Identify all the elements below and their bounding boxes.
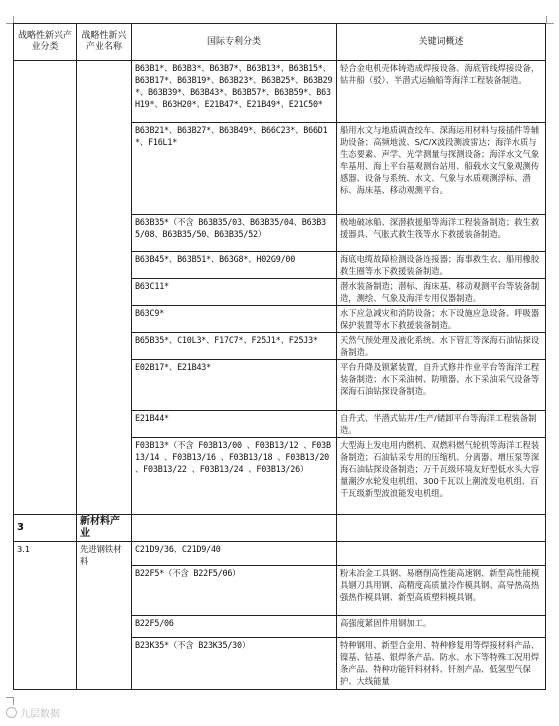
ipc-mapping-table	[13, 23, 546, 690]
ipc-cell: B63B21*、B63B27*、B63B49*、B66C23*、B66D1*、F16L1*	[132, 123, 337, 215]
header-keywords: 关键词概述	[337, 24, 546, 61]
category-cell-blank	[14, 61, 77, 515]
header-industry-name: 战略性新兴产业名称	[77, 24, 132, 61]
table-row	[14, 542, 546, 566]
keyword-cell: 高强度紧固件用钢加工。	[337, 616, 546, 638]
section-kw-blank	[337, 515, 546, 542]
keyword-cell: 平台升降及锁紧装置，自升式修井作业平台等海洋工程装备制造；水下采油树、防喷器、水下采油采气设备等深海石油钻探设备制造。	[337, 360, 546, 411]
section-number: 3	[14, 515, 77, 542]
ipc-cell: E21B44*	[132, 411, 337, 438]
ipc-cell: F03B13*（不含 F03B13/00 、F03B13/12 、F03B13/14 、F03B13/16 、F03B13/18 、F03B13/20 、F03B13/22 、F03B13/24 、F03B13/26）	[132, 438, 337, 515]
ipc-cell: E02B17*、E21B43*	[132, 360, 337, 411]
keyword-cell: 粉末冶金工具钢、易磨削高性能高速钢、新型高性能模具钢刀具用钢、高精度高质量冷作模具钢、高导热高热强热作模具钢、新型高质塑料模具钢。	[337, 566, 546, 616]
ipc-cell: B65B35*、C10L3*、F17C7*、F25J1*、F25J3*	[132, 333, 337, 360]
keyword-cell: 海底电缆故障检测设备连接器；海事救生衣、船用橡胶救生圈等水下救援装备制造。	[337, 252, 546, 279]
watermark	[6, 705, 60, 720]
keyword-cell: 潜水装备制造；潜标、海床基、移动观测平台等装备制造，测绘、气象及海洋专用仪器制造。	[337, 279, 546, 306]
ipc-cell: B63C9*	[132, 306, 337, 333]
crop-mark-bottom-left	[6, 697, 14, 705]
watermark-logo-icon	[6, 707, 17, 718]
table-header-row	[14, 24, 546, 61]
ipc-cell: B23K35*（不含 B23K35/30）	[132, 638, 337, 690]
section-ipc-blank	[132, 515, 337, 542]
ipc-cell: B22F5*（不含 B22F5/06）	[132, 566, 337, 616]
keyword-cell: 大型海上发电用内燃机、双燃料燃气轮机等海洋工程装备制造；石油钻采专用的压缩机、分离器、增压泵等深海石油钻探设备制造；万千瓦级环境友好型低水头大容量潮汐水轮发电机组、300千瓦以上潮流发电机组、百千瓦级新型波浪能发电机组。	[337, 438, 546, 515]
industry-cell-blank	[77, 61, 132, 515]
ipc-cell: B63B1*、B63B3*、B63B7*、B63B13*、B63B15*、B63B17*、B63B19*、B63B23*、B63B25*、B63B29*、B63B39*、B63B43*、B63B57*、B63B59*、B63H19*、B63H20*、E21B47*、E21B49*、E21C50*	[132, 61, 337, 123]
keyword-cell: 特种钢用、新型合金用、特种修复用等焊接材料产品、镍基、钴基、银焊条产品、防水、水下等特殊工况用焊条产品、特种功能钎料材料、钎剂产品、低氢型气保护、大线能量	[337, 638, 546, 690]
crop-mark-top-right	[546, 16, 554, 24]
keyword-cell: 天然气预处理及液化系统、水下管汇等深海石油钻探设备制造。	[337, 333, 546, 360]
section-row	[14, 515, 546, 542]
keyword-cell: 自升式、半潜式钻井/生产/储卸平台等海洋工程装备制造。	[337, 411, 546, 438]
ipc-cell: B63C11*	[132, 279, 337, 306]
section-name: 新材料产业	[77, 515, 132, 542]
keyword-cell: 轻合金电机壳体铸造成焊接设备、海底管线焊接设备，钻井船（驳）、半潜式运输船等海洋工程装备制造。	[337, 61, 546, 123]
subsection-number: 3.1	[14, 542, 77, 690]
watermark-text: 九层数据	[20, 709, 60, 720]
table-row	[14, 61, 546, 123]
keyword-cell: 水下应急减灾和消防设备；水下设施应急设备、呼吸器保护装置等水下救援装备制造。	[337, 306, 546, 333]
keyword-cell: 极地破冰船、深潜救援船等海洋工程装备制造；救生救援器具、气胀式救生筏等水下救援装备制造。	[337, 215, 546, 252]
keyword-cell: 船用水文与地质调查绞车、深海运用材料与接插件等辅助设备；高频地波、S/C/X波段测波雷达；海洋水质与生态要素、声学、光学测量与探测设备；海洋水文气象牟基用、海上平台基观测台站用、船载水文气象观测传感器、设备与系统、水文、气象与水质观测浮标、潜标、海床基、移动观测平台。	[337, 123, 546, 215]
ipc-cell: C21D9/36、C21D9/40	[132, 542, 337, 566]
subsection-name: 先进钢铁材料	[77, 542, 132, 690]
header-category: 战略性新兴产业分类	[14, 24, 77, 61]
header-ipc: 国际专利分类	[132, 24, 337, 61]
ipc-cell: B63B45*、B63B51*、B63G8*、H02G9/00	[132, 252, 337, 279]
keyword-cell	[337, 542, 546, 566]
ipc-cell: B63B35*（不含 B63B35/03、B63B35/04、B63B35/08、B63B35/50、B63B35/52）	[132, 215, 337, 252]
ipc-cell: B22F5/06	[132, 616, 337, 638]
